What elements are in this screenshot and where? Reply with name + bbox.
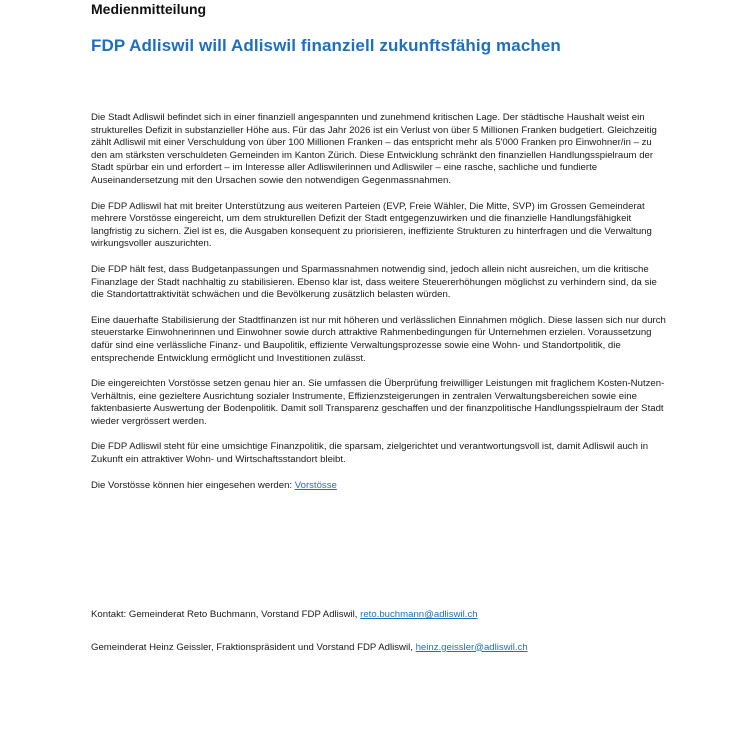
contact1-prefix: Kontakt: Gemeinderat Reto Buchmann, Vorstand FDP Adliswil,: [91, 609, 361, 620]
contact-heinz-geissler: [91, 642, 666, 655]
contact2-email-link[interactable]: heinz.geissler@adliswil.ch: [415, 641, 528, 653]
paragraph-finanzpolitik: Die FDP Adliswil steht für eine umsichtige Finanzpolitik, die sparsam, zielgerichtet und verantwortungsvoll ist, damit Adliswil auch in Zukunft ein attraktiver Wohn- und Wirtschaftsstandort bleibt.: [91, 441, 649, 466]
contact2-prefix: Gemeinderat Heinz Geissler, Fraktionspräsident und Vorstand FDP Adliswil,: [91, 641, 416, 653]
paragraph-massnahmen: Die eingereichten Vorstösse setzen genau hier an. Sie umfassen die Überprüfung freiwilliger Leistungen mit fraglichem Kosten-Nutzen-Verhältnis, eine gezieltere Ausrichtung sozialer Instrumente, Effizienzsteigerungen in zentralen Verwaltungsbereichen sowie eine faktenbasierte Auswertung der Bodenpolitik. Damit soll Transparenz geschaffen und der finanzpolitische Handlungsspielraum der Stadt wieder vergrössert werden.: [91, 378, 665, 427]
contact-reto-buchmann: [91, 609, 666, 622]
document-headline: FDP Adliswil will Adliswil finanziell zukunftsfähig machen: [91, 36, 561, 55]
document-body: [91, 112, 666, 505]
paragraph-stabilisierung: Eine dauerhafte Stabilisierung der Stadtfinanzen ist nur mit höheren und verlässlichen Einnahmen möglich. Diese lassen sich nur durch steuerstarke Einwohnerinnen und Einwohner sowie durch attraktive Rahmenbedingungen für Unternehmen erzielen. Voraussetzung dafür sind eine verlässliche Finanz- und Baupolitik, effiziente Verwaltungsprozesse sowie eine Wohn- und Standortpolitik, die entsprechende Entwicklung ermöglicht und Investitionen zulässt.: [91, 314, 666, 364]
paragraph-situation: Die Stadt Adliswil befindet sich in einer finanziell angespannten und zunehmend kritischen Lage. Der städtische Haushalt weist ein strukturelles Defizit in substanzieller Höhe aus. Für das Jahr 2026 ist ein Verlust von über 5 Millionen Franken budgetiert. Gleichzeitig zählt Adliswil mit einer Verschuldung von über 100 Millionen Franken – das entspricht mehr als 5'000 Franken pro Einwohner/in – zu den am stärksten verschuldeten Gemeinden im Kanton Zürich. Diese Entwicklung schränkt den finanziellen Handlungsspielraum der Stadt spürbar ein und erfordert – im Interesse aller Adliswilerinnen und Adliswiler – eine rasche, sachliche und fundierte Auseinandersetzung mit den Ursachen sowie den notwendigen Gegenmassnahmen.: [91, 112, 657, 186]
vorstoesse-prefix: Die Vorstösse können hier eingesehen werden:: [91, 479, 295, 491]
contact1-email-link[interactable]: reto.buchmann@adliswil.ch: [360, 609, 478, 620]
paragraph-vorstoesse: Die FDP Adliswil hat mit breiter Unterstützung aus weiteren Parteien (EVP, Freie Wähler, Die Mitte, SVP) im Grossen Gemeinderat mehrere Vorstösse eingereicht, um dem strukturellen Defizit der Stadt entgegenzuwirken und die finanzielle Handlungsfähigkeit langfristig zu sichern. Ziel ist es, die Ausgaben konsequent zu priorisieren, ineffiziente Strukturen zu hinterfragen und die Verwaltung wirkungsvoller auszurichten.: [91, 200, 652, 250]
paragraph-budget: Die FDP hält fest, dass Budgetanpassungen und Sparmassnahmen notwendig sind, jedoch allein nicht ausreichen, um die kritische Finanzlage der Stadt nachhaltig zu stabilisieren. Ebenso klar ist, dass weitere Steuererhöhungen möglichst zu verhindern sind, da sie die Standortattraktivität schwächen und die Bevölkerung zusätzlich belasten würden.: [91, 263, 657, 301]
vorstoesse-link[interactable]: Vorstösse: [294, 479, 337, 491]
document-kicker: Medienmitteilung: [91, 1, 207, 17]
contact-section: [91, 609, 666, 674]
paragraph-vorstoesse-link: [91, 480, 666, 493]
